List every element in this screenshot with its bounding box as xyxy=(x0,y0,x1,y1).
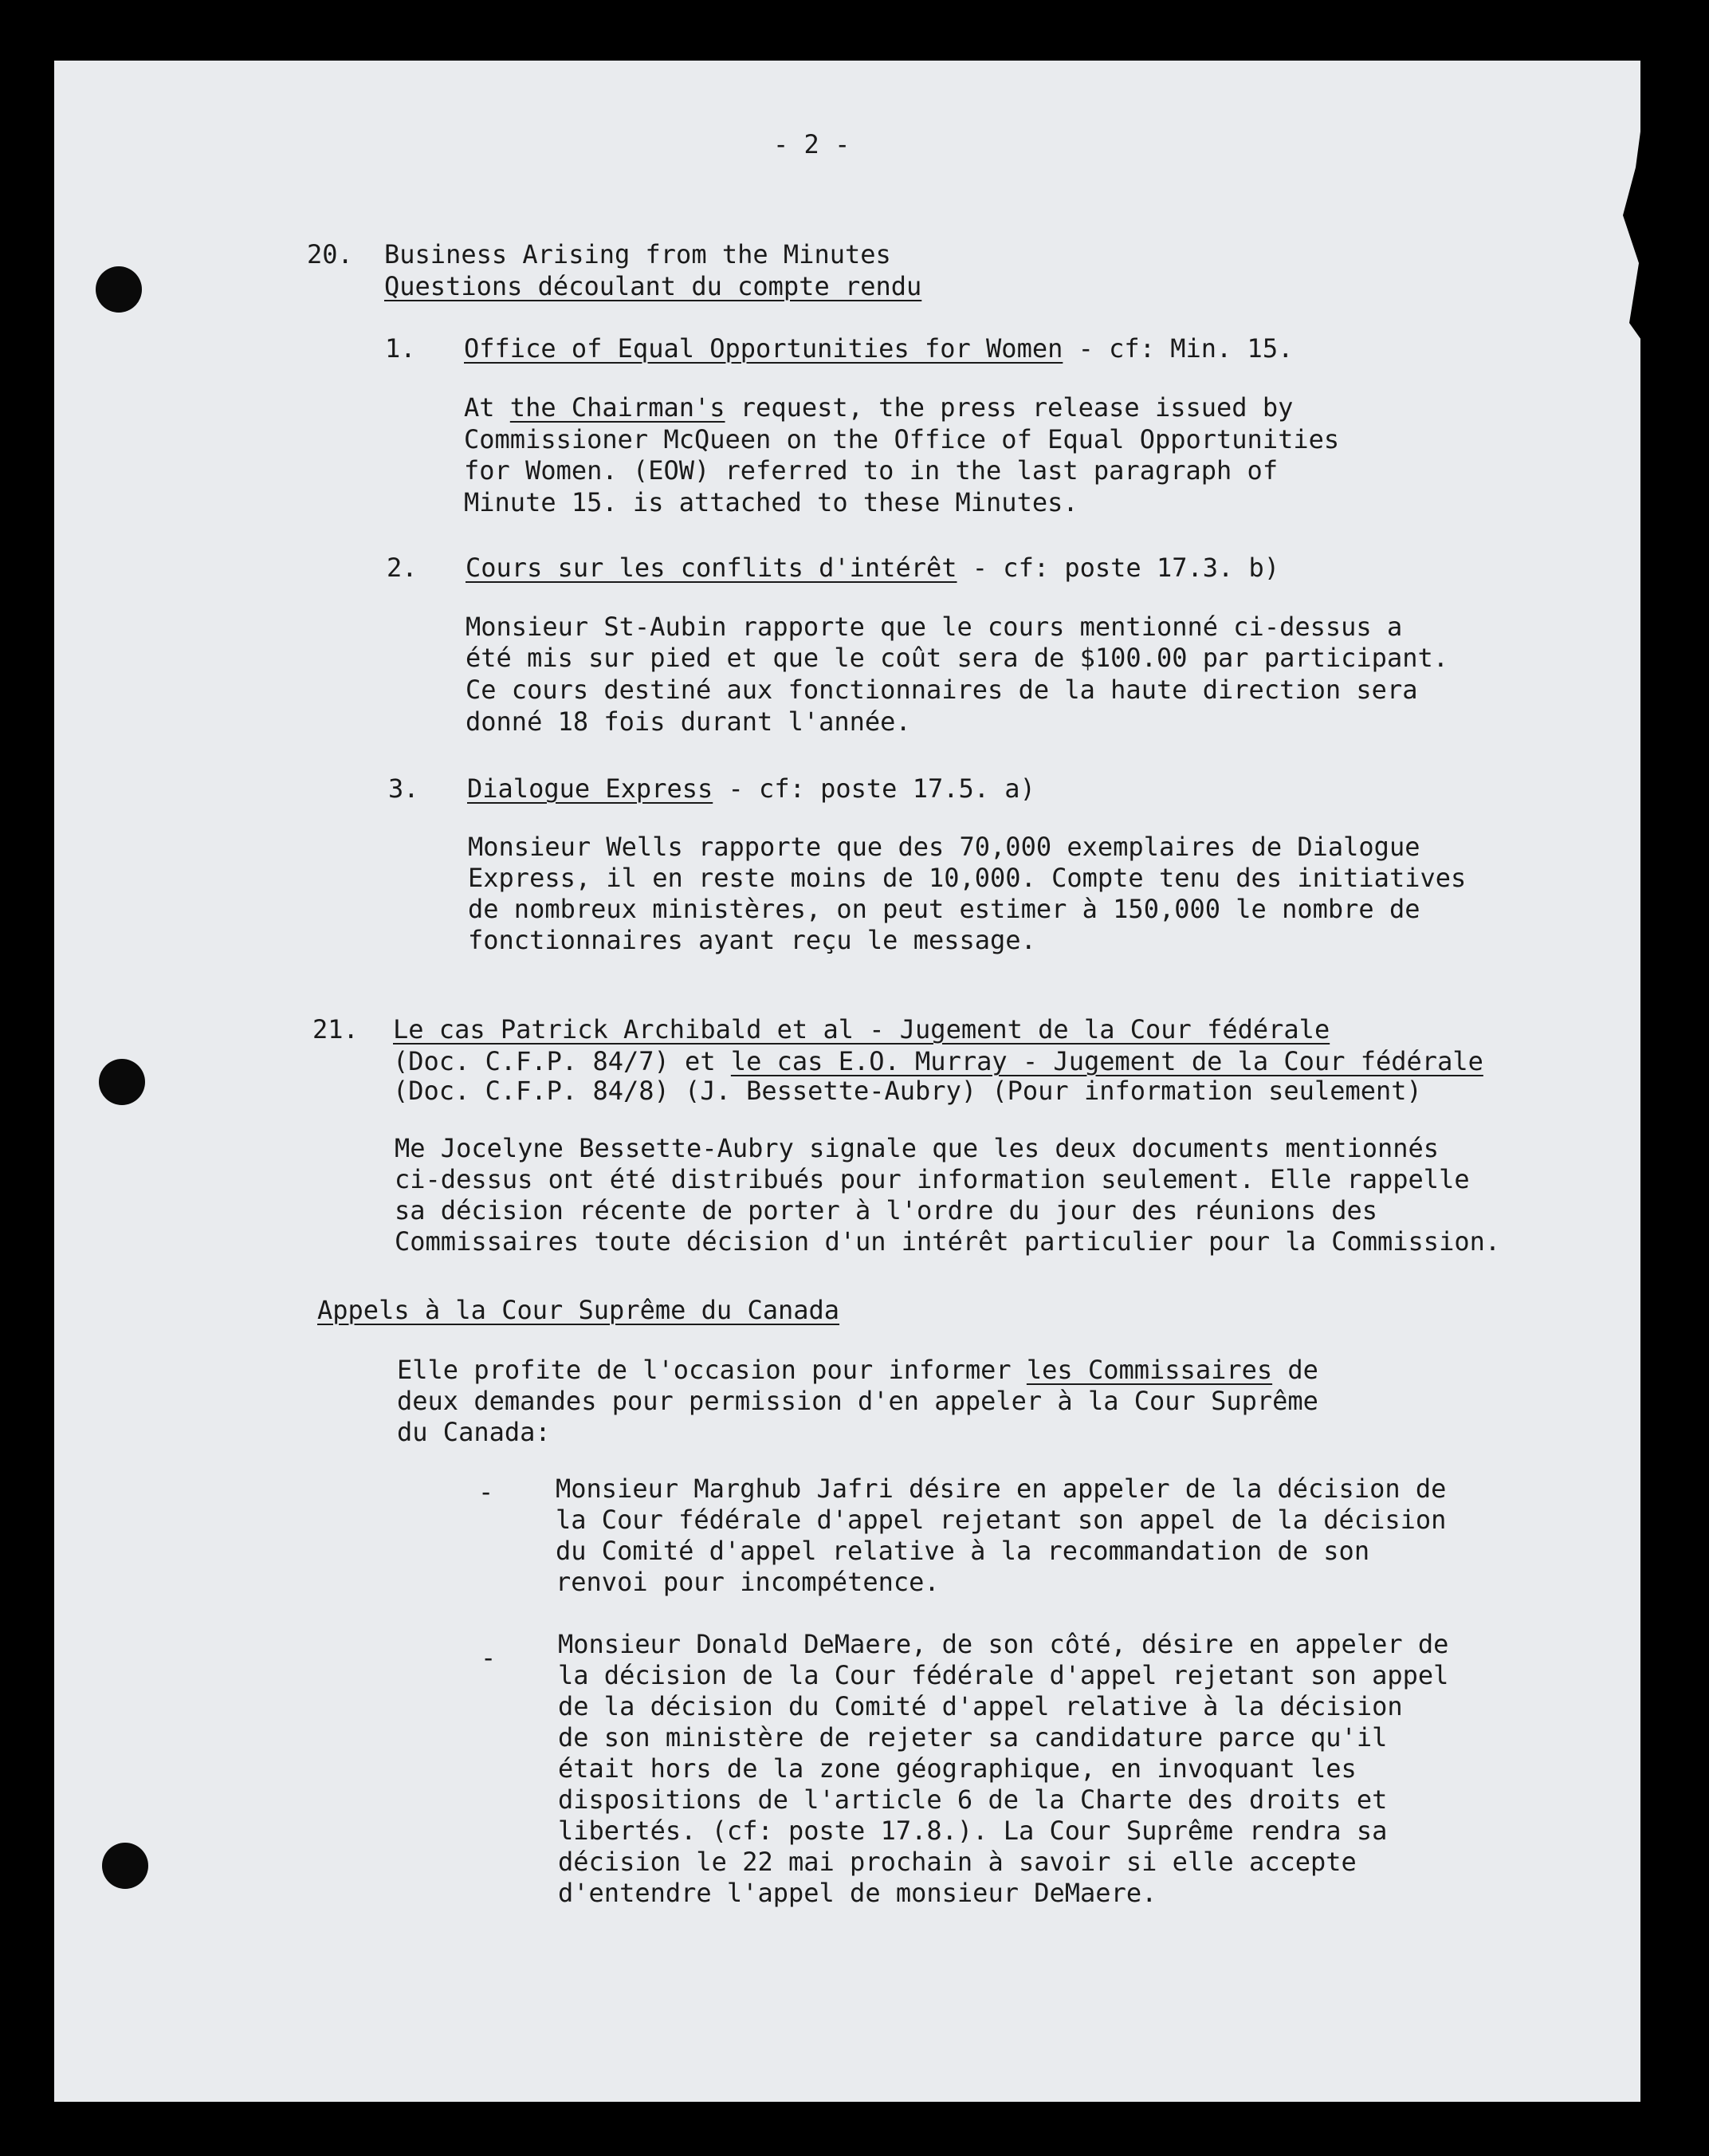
item-3-paragraph-line: de nombreux ministères, on peut estimer à 150,000 le nombre de xyxy=(468,894,1420,924)
item-1-number: 1. xyxy=(385,333,416,364)
item-1-underlined-text: the Chairman's xyxy=(509,392,725,423)
item-1-paragraph-line: for Women. (EOW) referred to in the last paragraph of xyxy=(464,455,1279,486)
section-20-title-en: Business Arising from the Minutes xyxy=(384,239,891,270)
bullet-2-line: de son ministère de rejeter sa candidature parce qu'il xyxy=(558,1722,1388,1753)
bullet-2-line: décision le 22 mai prochain à savoir si elle accepte xyxy=(558,1847,1357,1877)
item-2-heading xyxy=(466,551,1279,584)
section-21-heading-underlined: le cas E.O. Murray - Jugement de la Cour fédérale xyxy=(730,1046,1483,1076)
item-1-text: request, the press release issued by xyxy=(725,392,1294,423)
appels-paragraph-line: deux demandes pour permission d'en appeler à la Cour Suprême xyxy=(397,1386,1318,1416)
section-21-paragraph-line: Commissaires toute décision d'un intérêt particulier pour la Commission. xyxy=(395,1226,1501,1257)
section-21-heading-line-2 xyxy=(393,1045,1483,1078)
bullet-2-line: était hors de la zone géographique, en invoquant les xyxy=(558,1753,1357,1784)
section-21-paragraph-line: Me Jocelyne Bessette-Aubry signale que les deux documents mentionnés xyxy=(395,1133,1440,1163)
bullet-2-line: dispositions de l'article 6 de la Charte des droits et xyxy=(558,1784,1388,1815)
appels-text: de xyxy=(1272,1355,1318,1385)
bullet-2-marker: - xyxy=(481,1643,497,1673)
item-3-paragraph-line: fonctionnaires ayant reçu le message. xyxy=(468,925,1036,955)
bullet-2-line: d'entendre l'appel de monsieur DeMaere. xyxy=(558,1878,1157,1908)
bullet-1-marker: - xyxy=(478,1477,494,1507)
item-3-paragraph-line: Monsieur Wells rapporte que des 70,000 exemplaires de Dialogue xyxy=(468,832,1420,862)
section-20-title-fr: Questions découlant du compte rendu xyxy=(384,271,922,301)
appels-paragraph-line: du Canada: xyxy=(397,1417,551,1447)
section-21-heading-line-3: (Doc. C.F.P. 84/8) (J. Bessette-Aubry) (Pour information seulement) xyxy=(393,1076,1422,1106)
appels-underlined-text: les Commissaires xyxy=(1026,1355,1273,1385)
item-3-number: 3. xyxy=(388,773,419,804)
bullet-2-line: de la décision du Comité d'appel relative à la décision xyxy=(558,1691,1403,1721)
section-21-paragraph-line: ci-dessus ont été distribués pour information seulement. Elle rappelle xyxy=(395,1164,1470,1194)
item-3-title: Dialogue Express xyxy=(467,773,713,804)
item-3-paragraph-line: Express, il en reste moins de 10,000. Compte tenu des initiatives xyxy=(468,863,1467,893)
item-2-number: 2. xyxy=(387,553,418,583)
item-1-paragraph-line xyxy=(464,391,1293,424)
bullet-2-line: la décision de la Cour fédérale d'appel rejetant son appel xyxy=(558,1660,1449,1690)
section-21-number: 21. xyxy=(312,1014,359,1045)
bullet-2-line: libertés. (cf: poste 17.8.). La Cour Suprême rendra sa xyxy=(558,1816,1388,1846)
item-3-heading xyxy=(467,772,1035,805)
section-21-heading-line-1: Le cas Patrick Archibald et al - Jugement de la Cour fédérale xyxy=(393,1014,1330,1045)
item-2-paragraph-line: donné 18 fois durant l'année. xyxy=(466,706,911,737)
appels-heading: Appels à la Cour Suprême du Canada xyxy=(317,1295,840,1325)
item-1-text: At xyxy=(464,392,510,423)
appels-text: Elle profite de l'occasion pour informer xyxy=(397,1355,1027,1385)
section-20-number: 20. xyxy=(307,239,353,270)
item-1-reference: - cf: Min. 15. xyxy=(1063,333,1294,364)
punch-hole-bottom xyxy=(102,1843,148,1889)
bullet-1-line: renvoi pour incompétence. xyxy=(556,1567,940,1597)
item-1-title: Office of Equal Opportunities for Women xyxy=(464,333,1063,364)
punch-hole-top xyxy=(96,266,142,313)
item-2-title: Cours sur les conflits d'intérêt xyxy=(466,553,957,583)
bullet-1-line: Monsieur Marghub Jafri désire en appeler de la décision de xyxy=(556,1473,1447,1504)
punch-hole-middle xyxy=(99,1059,145,1105)
bullet-1-line: la Cour fédérale d'appel rejetant son appel de la décision xyxy=(556,1505,1447,1535)
item-2-paragraph-line: Ce cours destiné aux fonctionnaires de la haute direction sera xyxy=(466,675,1418,705)
item-3-reference: - cf: poste 17.5. a) xyxy=(713,773,1035,804)
section-21-paragraph-line: sa décision récente de porter à l'ordre du jour des réunions des xyxy=(395,1195,1377,1226)
bullet-2-line: Monsieur Donald DeMaere, de son côté, désire en appeler de xyxy=(558,1629,1449,1659)
item-2-paragraph-line: été mis sur pied et que le coût sera de $100.00 par participant. xyxy=(466,643,1448,673)
item-1-heading xyxy=(464,332,1293,365)
bullet-1-line: du Comité d'appel relative à la recommandation de son xyxy=(556,1536,1370,1566)
page-number: - 2 - xyxy=(773,129,851,159)
item-2-reference: - cf: poste 17.3. b) xyxy=(957,553,1280,583)
item-1-paragraph-line: Commissioner McQueen on the Office of Equal Opportunities xyxy=(464,424,1340,454)
appels-paragraph-line xyxy=(397,1353,1318,1387)
item-2-paragraph-line: Monsieur St-Aubin rapporte que le cours mentionné ci-dessus a xyxy=(466,612,1403,642)
section-21-doc-ref: (Doc. C.F.P. 84/7) et xyxy=(393,1046,731,1076)
item-1-paragraph-line: Minute 15. is attached to these Minutes. xyxy=(464,487,1078,517)
